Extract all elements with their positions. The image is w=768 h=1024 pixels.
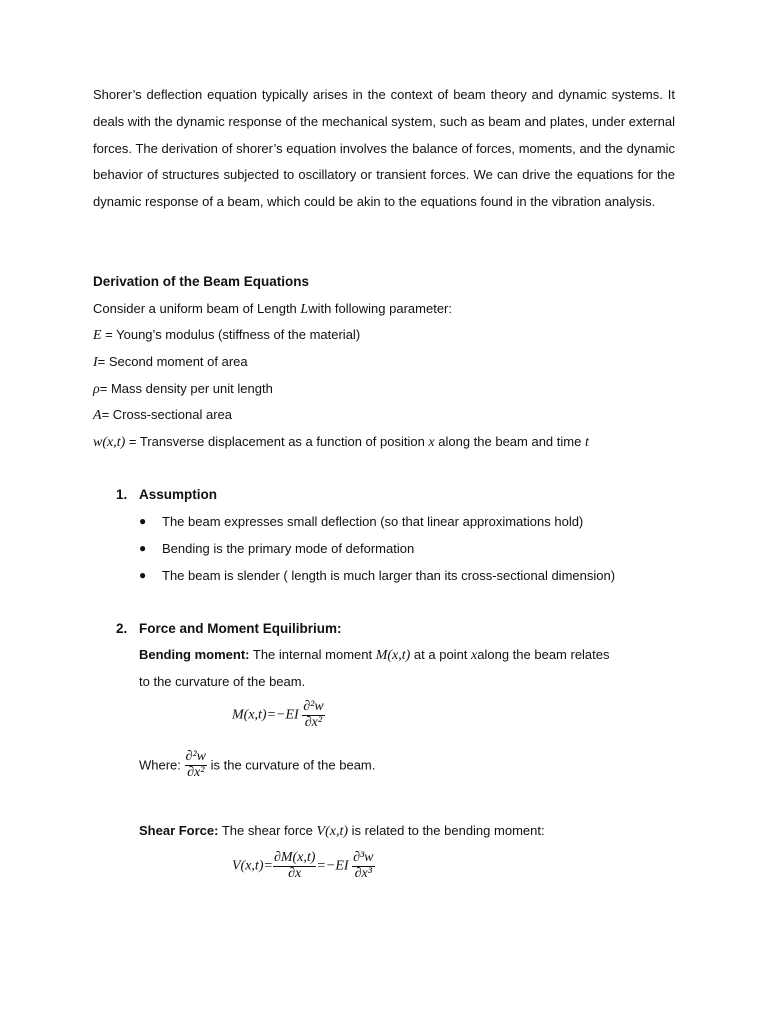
length-symbol: L	[300, 302, 309, 317]
moment-symbol: M(x,t)	[375, 648, 411, 663]
bending-line	[139, 647, 610, 664]
position-symbol: x	[428, 435, 435, 450]
bending-moment-equation	[232, 700, 325, 730]
fraction-denominator: ∂x²	[304, 714, 323, 730]
param-line	[93, 354, 248, 371]
param-text: = Cross-sectional area	[101, 407, 232, 422]
bullet-icon: ●	[139, 541, 147, 555]
fraction-denominator: ∂x²	[187, 764, 205, 780]
shear-text: The shear force	[218, 823, 317, 838]
equilibrium-number: 2.	[116, 621, 128, 636]
consider-prefix: Consider a uniform beam of Length	[93, 301, 301, 316]
fraction-denominator: ∂x³	[354, 865, 372, 881]
param-line	[93, 407, 232, 424]
bending-label: Bending moment:	[139, 647, 250, 662]
param-symbol: I	[93, 355, 98, 370]
shear-symbol: V(x,t)	[316, 824, 349, 839]
section-heading: Derivation of the Beam Equations	[93, 274, 310, 289]
where-line	[139, 750, 375, 780]
curvature-fraction	[302, 700, 324, 730]
shear-line	[139, 823, 545, 840]
consider-suffix: with following parameter:	[308, 301, 452, 316]
assumption-item: The beam is slender ( length is much larger than its cross-sectional dimension)	[162, 568, 616, 583]
bending-text-3: along the beam relates	[477, 647, 610, 662]
assumption-item: Bending is the primary mode of deformation	[162, 541, 415, 556]
where-text: is the curvature of the beam.	[210, 757, 376, 773]
fraction-numerator: ∂²w	[185, 749, 206, 764]
equation-lhs: M(x,t)=−EI	[232, 707, 299, 723]
param-symbol: ρ	[93, 382, 100, 397]
curvature-fraction	[185, 750, 207, 780]
displacement-text-2: along the beam and time	[434, 434, 585, 449]
time-symbol: t	[584, 435, 589, 450]
assumption-number: 1.	[116, 487, 128, 502]
bullet-icon: ●	[139, 568, 147, 582]
fraction-numerator: ∂²w	[303, 699, 324, 714]
displacement-text: = Transverse displacement as a function of position	[125, 434, 429, 449]
param-text: = Second moment of area	[97, 354, 248, 369]
equation-mid: =−EI	[316, 858, 349, 874]
assumption-heading: Assumption	[139, 487, 218, 502]
bending-text: The internal moment	[249, 647, 376, 662]
fraction-denominator: ∂x	[288, 865, 302, 881]
bending-line-2: to the curvature of the beam.	[139, 674, 306, 689]
param-symbol: A	[93, 408, 102, 423]
equation-lhs: V(x,t)=	[232, 858, 273, 874]
consider-line	[93, 301, 452, 318]
equilibrium-heading: Force and Moment Equilibrium:	[139, 621, 342, 636]
displacement-line	[93, 434, 589, 451]
fraction-numerator: ∂³w	[353, 850, 374, 865]
where-label: Where:	[139, 757, 181, 773]
bullet-icon: ●	[139, 514, 147, 528]
param-line	[93, 327, 360, 344]
shear-force-equation	[232, 851, 375, 881]
point-symbol: x	[471, 648, 478, 663]
param-symbol: E	[93, 328, 102, 343]
third-derivative-fraction	[352, 851, 374, 881]
displacement-symbol: w(x,t)	[93, 435, 126, 450]
moment-derivative-fraction	[273, 851, 317, 881]
param-text: = Young’s modulus (stiffness of the material)	[101, 327, 361, 342]
intro-paragraph: Shorer’s deflection equation typically arises in the context of beam theory and dynamic systems. It deals with the dynamic response of the mechanical system, such as beam and plates, under external forces. The derivation of shorer’s equation involves the balance of forces, moments, and the dynamic behavior of structures subjected to oscillatory or transient forces. We can drive the equations for the dynamic response of a beam, which could be akin to the equations found in the vibration analysis.	[93, 87, 675, 210]
shear-text-2: is related to the bending moment:	[348, 823, 545, 838]
fraction-numerator: ∂M(x,t)	[273, 850, 316, 865]
bending-text-2: at a point	[410, 647, 472, 662]
shear-label: Shear Force:	[139, 823, 219, 838]
param-text: = Mass density per unit length	[99, 381, 273, 396]
param-line	[93, 381, 273, 398]
assumption-item: The beam expresses small deflection (so that linear approximations hold)	[162, 514, 584, 529]
